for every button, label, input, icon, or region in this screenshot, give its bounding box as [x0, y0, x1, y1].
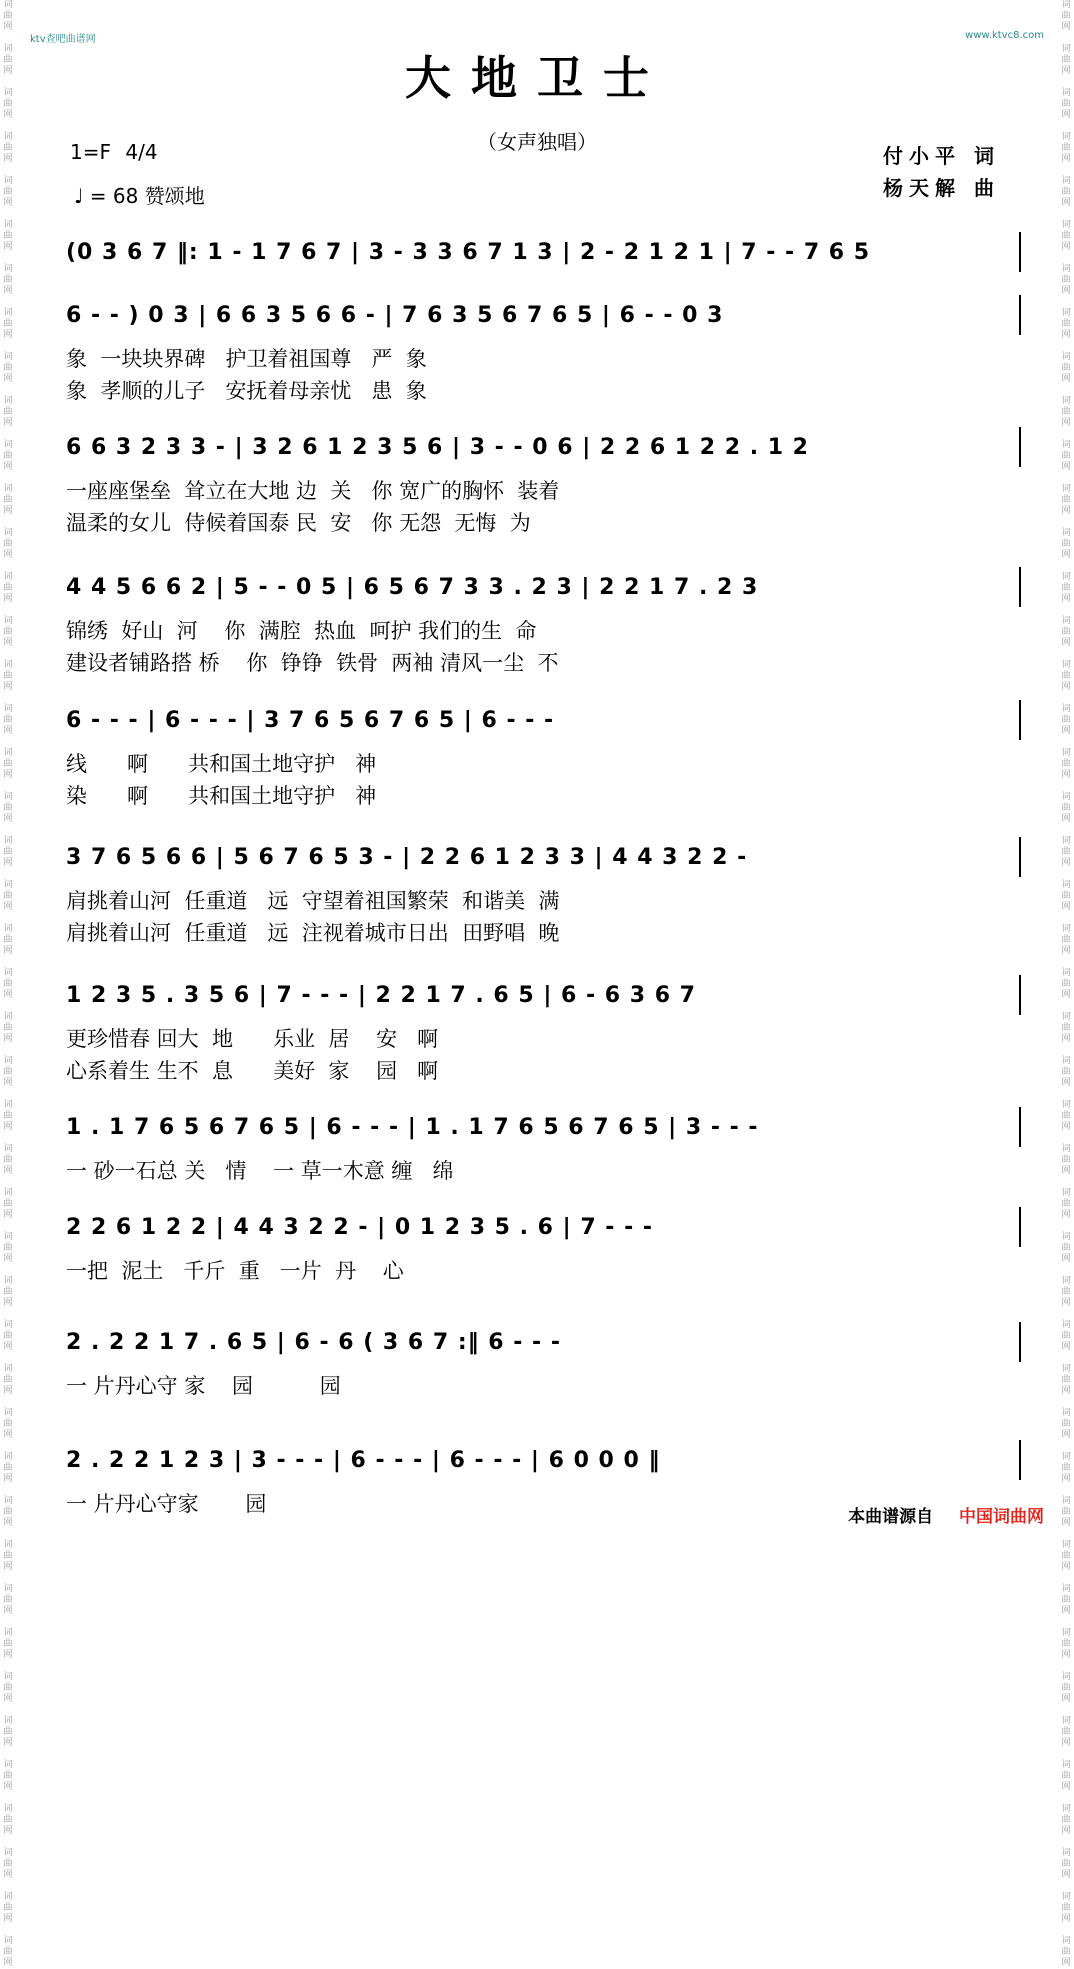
score-system	[66, 1115, 1021, 1183]
notation-line: 2 . 2 2 1 7 . 6 5 | 6 - 6 ( 3 6 7 :‖ 6 - - -	[66, 1330, 561, 1355]
notation-line: 6 - - ) 0 3 | 6 6 3 5 6 6 - | 7 6 3 5 6 7 6 5 | 6 - - 0 3	[66, 303, 724, 328]
notation-line: 1 2 3 5 . 3 5 6 | 7 - - - | 2 2 1 7 . 6 5 | 6 - 6 3 6 7	[66, 983, 696, 1008]
score-system	[66, 845, 1021, 945]
notation-line: 3 7 6 5 6 6 | 5 6 7 6 5 3 - | 2 2 6 1 2 3 3 | 4 4 3 2 2 -	[66, 845, 748, 870]
lyrics-verse-1: 象 一块块界碑 护卫着祖国尊 严 象	[66, 347, 427, 371]
score-system	[66, 983, 1021, 1083]
footer	[848, 1502, 1044, 1527]
lyrics-verse-1: 一把 泥土 千斤 重 一片 丹 心	[66, 1259, 404, 1283]
lyrics-verse-2: 染 啊 共和国土地守护 神	[66, 784, 377, 808]
watermark-left: ktv查吧曲谱网	[30, 34, 96, 45]
notation-line: 2 . 2 2 1 2 3 | 3 - - - | 6 - - - | 6 - - - | 6 0 0 0 ‖	[66, 1448, 661, 1473]
barline	[1019, 975, 1021, 1015]
lyrics-verse-1: 更珍惜春 回大 地 乐业 居 安 啊	[66, 1027, 439, 1051]
notation-line: 6 - - - | 6 - - - | 3 7 6 5 6 7 6 5 | 6 - - -	[66, 708, 555, 733]
notation-line: 1 . 1 7 6 5 6 7 6 5 | 6 - - - | 1 . 1 7 6 5 6 7 6 5 | 3 - - -	[66, 1115, 759, 1140]
left-edge-watermark: 词 曲 网 词 曲 网 词 曲 网 词 曲 网 词 曲 网 词 曲 网 词 曲 网 词 曲 网 词 曲 网 词 曲 网 词 曲 网 词 曲 网 词 曲 网 词 曲 网 词 曲 网 词 曲 网 词 曲 网 词 曲 网 词 曲 网 词 曲 网 词 曲 网 词 曲 网 词 曲 网 词 曲 网 词 曲 网 词 曲 网 词 曲 网 词 曲 网 词 曲 网 词 曲 网 词 曲 网 词 曲 网 词 曲 网 词 曲 网 词 曲 网 词 曲 网 词 曲 网 词 曲 网 词 曲 网 词 曲 网 词 曲 网 词 曲 网 词 曲 网 词 曲 网 词 曲 网	[3, 0, 13, 1968]
barline	[1019, 1207, 1021, 1247]
time-signature: 4/4	[125, 140, 158, 164]
score-system	[66, 1448, 1021, 1516]
barline	[1019, 295, 1021, 335]
tempo-marking: ♩ = 68 赞颂地	[74, 184, 205, 208]
barline	[1019, 427, 1021, 467]
watermark-right: www.ktvc8.com	[965, 30, 1044, 41]
barline	[1019, 837, 1021, 877]
lyrics-verse-1: 一 砂一石总 关 情 一 草一木意 缠 绵	[66, 1159, 454, 1183]
lyrics-verse-1: 线 啊 共和国土地守护 神	[66, 752, 377, 776]
song-title: 大地卫士	[405, 51, 669, 105]
score-system	[66, 1330, 1021, 1398]
key-label: 1=F	[70, 140, 111, 164]
barline	[1019, 1440, 1021, 1480]
score-system	[66, 575, 1021, 675]
key-signature	[70, 140, 158, 164]
notation-line: 4 4 5 6 6 2 | 5 - - 0 5 | 6 5 6 7 3 3 . 2 3 | 2 2 1 7 . 2 3	[66, 575, 759, 600]
barline	[1019, 700, 1021, 740]
lyrics-verse-1: 一 片丹心守 家 园 园	[66, 1374, 341, 1398]
score-system	[66, 708, 1021, 808]
notation-line: 6 6 3 2 3 3 - | 3 2 6 1 2 3 5 6 | 3 - - 0 6 | 2 2 6 1 2 2 . 1 2	[66, 435, 809, 460]
lyrics-verse-1: 锦绣 好山 河 你 满腔 热血 呵护 我们的生 命	[66, 619, 537, 643]
notation-line: 2 2 6 1 2 2 | 4 4 3 2 2 - | 0 1 2 3 5 . 6 | 7 - - -	[66, 1215, 654, 1240]
notation-line: (0 3 6 7 ‖: 1 - 1 7 6 7 | 3 - 3 3 6 7 1 3 | 2 - 2 1 2 1 | 7 - - 7 6 5	[66, 240, 871, 265]
lyricist-credit: 付小平 词	[883, 144, 1000, 168]
lyrics-verse-2: 温柔的女儿 侍候着国泰 民 安 你 无怨 无悔 为	[66, 511, 531, 535]
lyrics-verse-2: 象 孝顺的儿子 安抚着母亲忧 患 象	[66, 379, 427, 403]
lyrics-verse-2: 建设者铺路搭 桥 你 铮铮 铁骨 两袖 清风一尘 不	[66, 651, 559, 675]
score-system	[66, 240, 1021, 265]
barline	[1019, 1107, 1021, 1147]
right-edge-watermark: 词 曲 网 词 曲 网 词 曲 网 词 曲 网 词 曲 网 词 曲 网 词 曲 网 词 曲 网 词 曲 网 词 曲 网 词 曲 网 词 曲 网 词 曲 网 词 曲 网 词 曲 网 词 曲 网 词 曲 网 词 曲 网 词 曲 网 词 曲 网 词 曲 网 词 曲 网 词 曲 网 词 曲 网 词 曲 网 词 曲 网 词 曲 网 词 曲 网 词 曲 网 词 曲 网 词 曲 网 词 曲 网 词 曲 网 词 曲 网 词 曲 网 词 曲 网 词 曲 网 词 曲 网 词 曲 网 词 曲 网 词 曲 网 词 曲 网 词 曲 网 词 曲 网 词 曲 网	[1061, 0, 1071, 1968]
footer-source: 本曲谱源自	[848, 1507, 934, 1527]
lyrics-verse-2: 心系着生 生不 息 美好 家 园 啊	[66, 1059, 439, 1083]
lyrics-verse-2: 肩挑着山河 任重道 远 注视着城市日出 田野唱 晚	[66, 921, 560, 945]
score-system	[66, 435, 1021, 535]
lyrics-verse-1: 一座座堡垒 耸立在大地 边 关 你 宽广的胸怀 装着	[66, 479, 560, 503]
lyrics-verse-1: 肩挑着山河 任重道 远 守望着祖国繁荣 和谐美 满	[66, 889, 560, 913]
barline	[1019, 567, 1021, 607]
barline	[1019, 1322, 1021, 1362]
footer-site: 中国词曲网	[959, 1507, 1044, 1527]
lyrics-verse-1: 一 片丹心守家 园	[66, 1492, 267, 1516]
score-system	[66, 1215, 1021, 1283]
song-subtitle: （女声独唱）	[477, 130, 597, 154]
composer-credit: 杨天解 曲	[883, 176, 1000, 200]
score-system	[66, 303, 1021, 403]
barline	[1019, 232, 1021, 272]
